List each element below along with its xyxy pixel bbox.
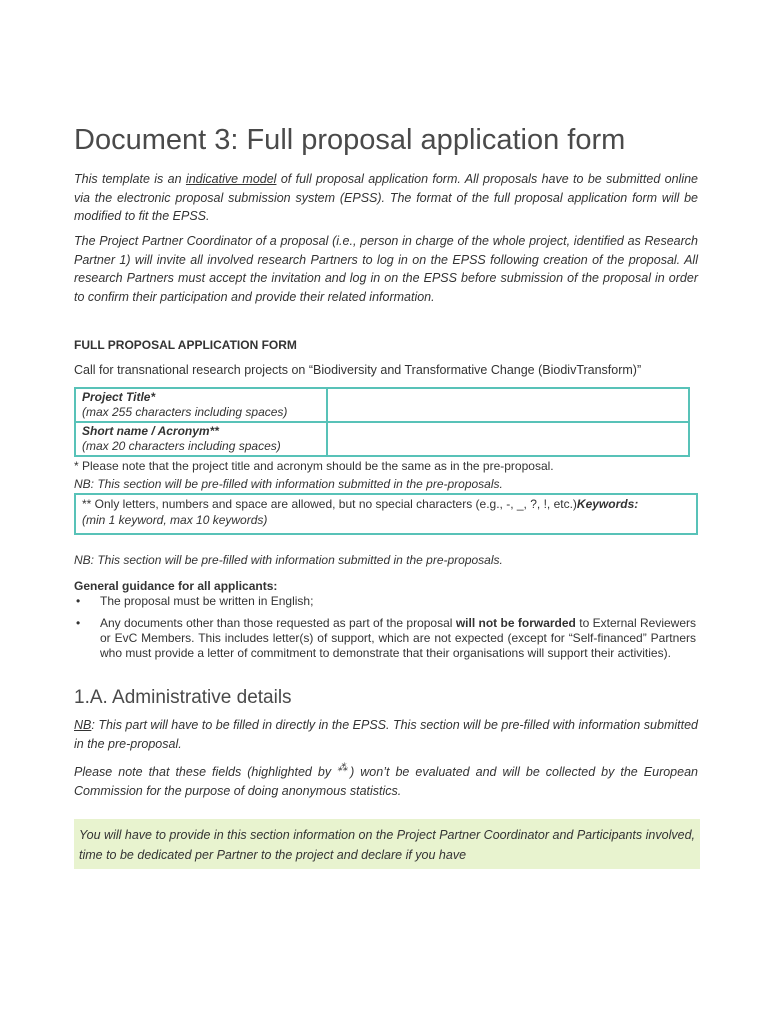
call-text: Call for transnational research projects on “Biodiversity and Transformative Change (BiodivTransform)”: [74, 363, 642, 377]
list-item: [74, 616, 696, 661]
form-heading: FULL PROPOSAL APPLICATION FORM: [74, 338, 297, 352]
guidance-list: [74, 594, 696, 668]
project-title-label: Project Title*: [82, 390, 156, 404]
keywords-note-line: [82, 496, 690, 512]
keywords-hint: (min 1 keyword, max 10 keywords): [82, 513, 268, 527]
project-title-input[interactable]: [327, 388, 689, 422]
prefilled-note-2: NB: This section will be pre-filled with information submitted in the pre-proposals.: [74, 553, 503, 567]
intro-text: of full proposal application form. All proposals have to be submitted online via the electronic proposal submission system (EPSS). The format of the full proposal application form will be modified to fit the EPSS.: [74, 172, 698, 223]
document-title: Document 3: Full proposal application form: [74, 124, 626, 156]
guidance-heading: General guidance for all applicants:: [74, 579, 278, 593]
instruction-box: You will have to provide in this section information on the Project Partner Coordinator and Participants involved, time to be dedicated per Partner to the project and declare if you have: [74, 819, 700, 869]
project-title-label-cell: [75, 388, 327, 422]
title-acronym-note: * Please note that the project title and acronym should be the same as in the pre-proposal.: [74, 459, 554, 473]
keywords-label: Keywords:: [576, 497, 639, 511]
acronym-input[interactable]: [327, 422, 689, 456]
bullet-icon: •: [76, 616, 81, 630]
bullet-icon: •: [76, 594, 81, 608]
guidance-text: The proposal must be written in English;: [100, 594, 314, 608]
acronym-label: Short name / Acronym**: [82, 424, 219, 438]
special-characters-note: ** Only letters, numbers and space are allowed, but no special characters (e.g., -, _, ?, !, etc.): [82, 497, 577, 511]
admin-nb-text: : This part will have to be filled in directly in the EPSS. This section will be pre-filled with information submitted in the pre-proposal.: [74, 718, 698, 751]
acronym-row: [75, 422, 689, 456]
intro-paragraph-2: The Project Partner Coordinator of a proposal (i.e., person in charge of the whole project, identified as Research Partner 1) will invite all involved research Partners to log in on the EPSS following creation of the proposal. All research Partners must accept the invitation and log in on the EPSS before submission of the proposal in order to confirm their participation and provide their related information.: [74, 234, 698, 304]
prefilled-note: NB: This section will be pre-filled with information submitted in the pre-proposals.: [74, 477, 503, 491]
project-title-row: [75, 388, 689, 422]
nb-label: NB: [74, 718, 92, 732]
list-item: [74, 594, 696, 609]
intro-text: This template is an: [74, 172, 186, 186]
indicative-model-text: indicative model: [185, 172, 277, 186]
project-fields-table: [74, 387, 690, 457]
admin-nb-paragraph: [74, 716, 698, 753]
admin-note-text: ) won’t be evaluated and will be collected by the European Commission for the purpose of doing anonymous statistics.: [74, 765, 698, 798]
intro-paragraph-1: [74, 170, 698, 226]
section-heading-administrative: 1.A. Administrative details: [74, 687, 292, 708]
acronym-label-cell: [75, 422, 327, 456]
guidance-bold-text: will not be forwarded: [455, 616, 576, 630]
keywords-box[interactable]: [74, 493, 698, 535]
acronym-hint: (max 20 characters including spaces): [82, 439, 281, 453]
project-title-hint: (max 255 characters including spaces): [82, 405, 288, 419]
admin-note-paragraph: [74, 760, 698, 800]
guidance-text: to External Reviewers or EvC Members. This includes letter(s) of support, which are not expected (except for “Self-financed” Partners who must provide a letter of commitment to demonstrate that their organisations will support their activities).: [100, 616, 697, 660]
admin-note-text: Please note that these fields (highlighted by: [74, 765, 338, 780]
guidance-text: Any documents other than those requested as part of the proposal: [100, 616, 456, 630]
asterism-icon: ⁂: [337, 763, 351, 774]
